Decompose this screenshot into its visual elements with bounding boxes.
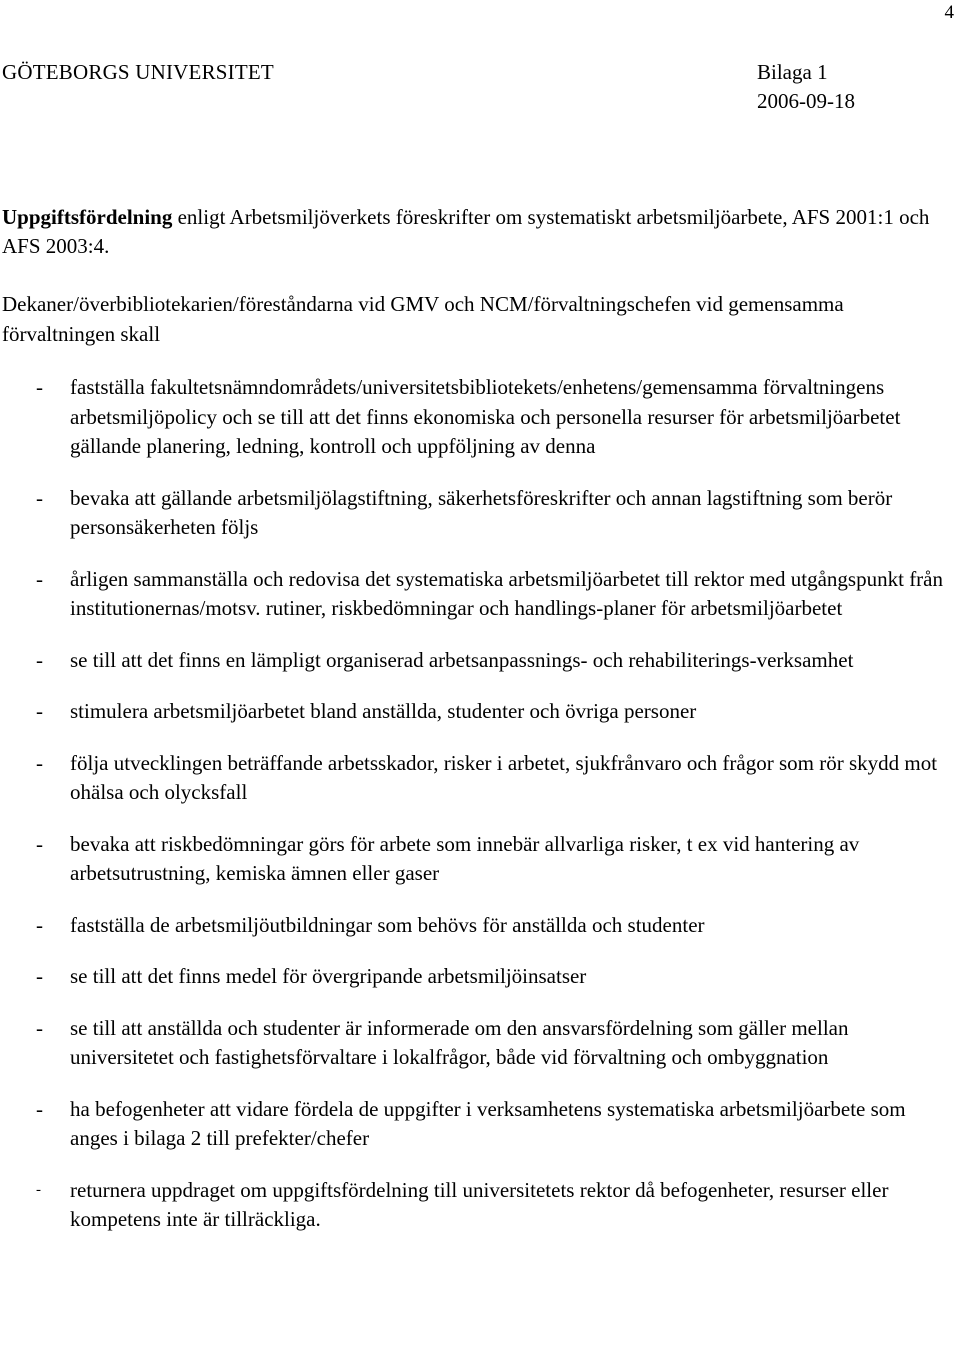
bullet-dash: - (36, 1096, 43, 1121)
bullet-dash: - (36, 964, 43, 988)
task-item (0, 697, 960, 727)
task-item (0, 911, 960, 941)
task-text: se till att det finns en lämpligt organiserad arbetsanpassnings- och rehabiliterings-verksamhet (70, 647, 854, 672)
task-text: ha befogenheter att vidare fördela de uppgifter i verksamhetens systematiska arbetsmiljöarbete som anges i bilaga 2 till prefekter/chefer (70, 1096, 906, 1150)
task-text: bevaka att gällande arbetsmiljölagstiftning, säkerhetsföreskrifter och annan lagstiftning som berör personsäkerheten följs (70, 485, 893, 539)
task-item (0, 484, 960, 543)
task-text: se till att det finns medel för övergripande arbetsmiljöinsatser (70, 964, 587, 988)
task-item (0, 373, 960, 462)
bullet-dash: - (36, 1181, 41, 1198)
document-date: 2006-09-18 (757, 89, 855, 113)
task-item (0, 565, 960, 624)
task-list (0, 373, 960, 1257)
document-heading (2, 203, 952, 261)
intro-paragraph: Dekaner/överbibliotekarien/föreståndarna vid GMV och NCM/förvaltningschefen vid gemensamma förvaltningen skall (2, 292, 844, 346)
task-text: se till att anställda och studenter är informerade om den ansvarsfördelning som gäller mellan universitetet och fastighetsförvaltare i lokalfrågor, både vid förvaltning och ombyggnation (70, 1015, 849, 1069)
task-item (0, 1176, 960, 1235)
university-name: GÖTEBORGS UNIVERSITET (2, 60, 274, 84)
task-item (0, 749, 960, 808)
task-text: returnera uppdraget om uppgiftsfördelning till universitetets rektor då befogenheter, resurser eller kompetens inte är tillräckliga. (70, 1177, 889, 1231)
bullet-dash: - (36, 699, 43, 723)
task-text: följa utvecklingen beträffande arbetsskador, risker i arbetet, sjukfrånvaro och frågor som rör skydd mot ohälsa och olycksfall (70, 750, 938, 804)
task-item (0, 1095, 960, 1154)
page-number: 4 (944, 2, 954, 23)
task-item (0, 1014, 960, 1073)
task-item (0, 962, 960, 992)
bullet-dash: - (36, 912, 43, 937)
bullet-dash: - (36, 750, 43, 775)
heading-rest: enligt Arbetsmiljöverkets föreskrifter om systematiskt arbetsmiljöarbete, AFS 2001:1 och AFS 2003:4. (2, 205, 930, 258)
task-text: bevaka att riskbedömningar görs för arbete som innebär allvarliga risker, t ex vid hantering av arbetsutrustning, kemiska ämnen eller gaser (70, 831, 860, 885)
annex-label: Bilaga 1 (757, 60, 828, 84)
bullet-dash: - (36, 1015, 43, 1040)
task-text: stimulera arbetsmiljöarbetet bland anställda, studenter och övriga personer (70, 699, 697, 723)
bullet-dash: - (36, 566, 43, 591)
task-item (0, 646, 960, 676)
task-text: fastställa fakultetsnämndområdets/universitetsbibliotekets/enhetens/gemensamma förvaltningens arbetsmiljöpolicy och se till att det finns ekonomiska och personella resurser för arbetsmiljöarbetet gällande planering, ledning, kontroll och uppföljning av denna (70, 375, 901, 458)
bullet-dash: - (36, 485, 43, 510)
task-text: årligen sammanställa och redovisa det systematiska arbetsmiljöarbetet till rektor med utgångspunkt från institutionernas/motsv. rutiner, riskbedömningar och handlings-planer för arbetsmiljöarbetet (70, 566, 943, 620)
bullet-dash: - (36, 831, 43, 856)
heading-bold: Uppgiftsfördelning (2, 205, 173, 229)
task-item (0, 830, 960, 889)
task-text: fastställa de arbetsmiljöutbildningar som behövs för anställda och studenter (70, 912, 705, 937)
bullet-dash: - (36, 647, 43, 672)
bullet-dash: - (36, 375, 43, 399)
